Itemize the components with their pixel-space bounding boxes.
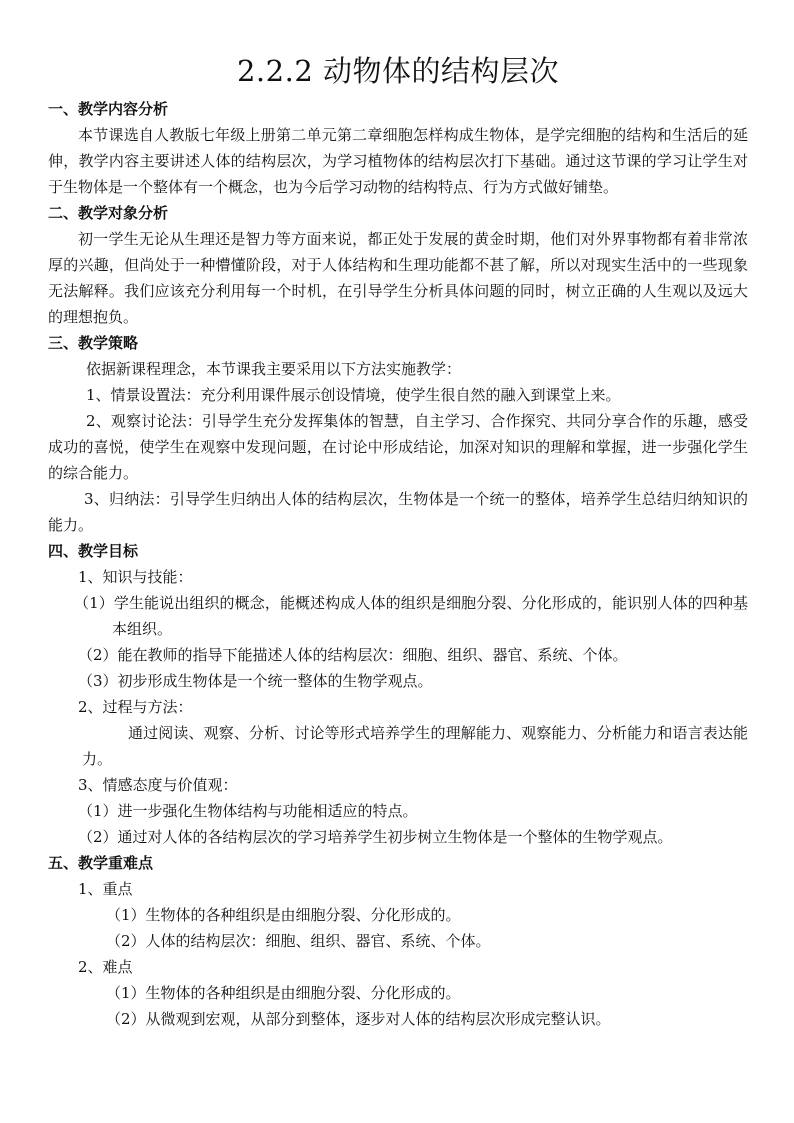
list-item: 3、归纳法：引导学生归纳出人体的结构层次，生物体是一个统一的整体，培养学生总结归纳知识的能力。 (48, 490, 748, 534)
list-item: （3）初步形成生物体是一个统一整体的生物学观点。 (78, 672, 433, 690)
list-item: （1）生物体的各种组织是由细胞分裂、分化形成的。 (106, 906, 461, 924)
paragraph: 依据新课程理念，本节课我主要采用以下方法实施教学： (86, 360, 462, 378)
section-heading: 五、教学重难点 (48, 854, 154, 872)
paragraph: 初一学生无论从生理还是智力等方面来说，都正处于发展的黄金时期，他们对外界事物都有着非常浓厚的兴趣，但尚处于一种懵懂阶段，对于人体结构和生理功能都不甚了解，所以对现实生活中的一些现象无法解释。我们应该充分利用每一个时机，在引导学生分析具体问题的同时，树立正确的人生观以及远大的理想抱负。 (48, 230, 748, 326)
section-heading: 二、教学对象分析 (48, 204, 169, 222)
section-heading: 四、教学目标 (48, 542, 139, 560)
section-teaching-goals (48, 538, 748, 850)
paragraph: 本节课选自人教版七年级上册第二单元第二章细胞怎样构成生物体，是学完细胞的结构和生活后的延伸，教学内容主要讲述人体的结构层次，为学习植物体的结构层次打下基础。通过这节课的学习让学生对于生物体是一个整体有一个概念，也为今后学习动物的结构特点、行为方式做好铺垫。 (48, 126, 748, 196)
list-item: 2、观察讨论法：引导学生充分发挥集体的智慧，自主学习、合作探究、共同分享合作的乐趣，感受成功的喜悦，使学生在观察中发现问题，在讨论中形成结论，加深对知识的理解和掌握，进一步强化学生的综合能力。 (48, 412, 748, 482)
subheading: 1、重点 (78, 880, 133, 898)
list-item: （2）能在教师的指导下能描述人体的结构层次：细胞、组织、器官、系统、个体。 (78, 646, 628, 664)
paragraph: 通过阅读、观察、分析、讨论等形式培养学生的理解能力、观察能力、分析能力和语言表达能力。 (82, 724, 748, 768)
subheading: 3、情感态度与价值观： (78, 776, 238, 794)
section-teaching-strategy (48, 330, 748, 538)
section-heading: 一、教学内容分析 (48, 100, 169, 118)
document-page (48, 52, 748, 1032)
section-heading: 三、教学策略 (48, 334, 139, 352)
list-item: （1）生物体的各种组织是由细胞分裂、分化形成的。 (106, 984, 461, 1002)
section-key-difficult-points (48, 850, 748, 1032)
list-item: （1）进一步强化生物体结构与功能相适应的特点。 (78, 802, 418, 820)
section-content-analysis (48, 96, 748, 200)
document-title: 2.2.2 动物体的结构层次 (236, 54, 559, 88)
list-item: （1）学生能说出组织的概念，能概述构成人体的组织是细胞分裂、分化形成的，能识别人体的四种基本组织。 (74, 594, 748, 638)
subheading: 2、难点 (78, 958, 133, 976)
list-item: （2）从微观到宏观，从部分到整体，逐步对人体的结构层次形成完整认识。 (106, 1010, 611, 1028)
subheading: 2、过程与方法： (78, 698, 193, 716)
list-item: （2）人体的结构层次：细胞、组织、器官、系统、个体。 (106, 932, 491, 950)
list-item: （2）通过对人体的各结构层次的学习培养学生初步树立生物体是一个整体的生物学观点。 (78, 828, 673, 846)
list-item: 1、情景设置法：充分利用课件展示创设情境，使学生很自然的融入到课堂上来。 (86, 386, 621, 404)
section-audience-analysis (48, 200, 748, 330)
subheading: 1、知识与技能： (78, 568, 193, 586)
